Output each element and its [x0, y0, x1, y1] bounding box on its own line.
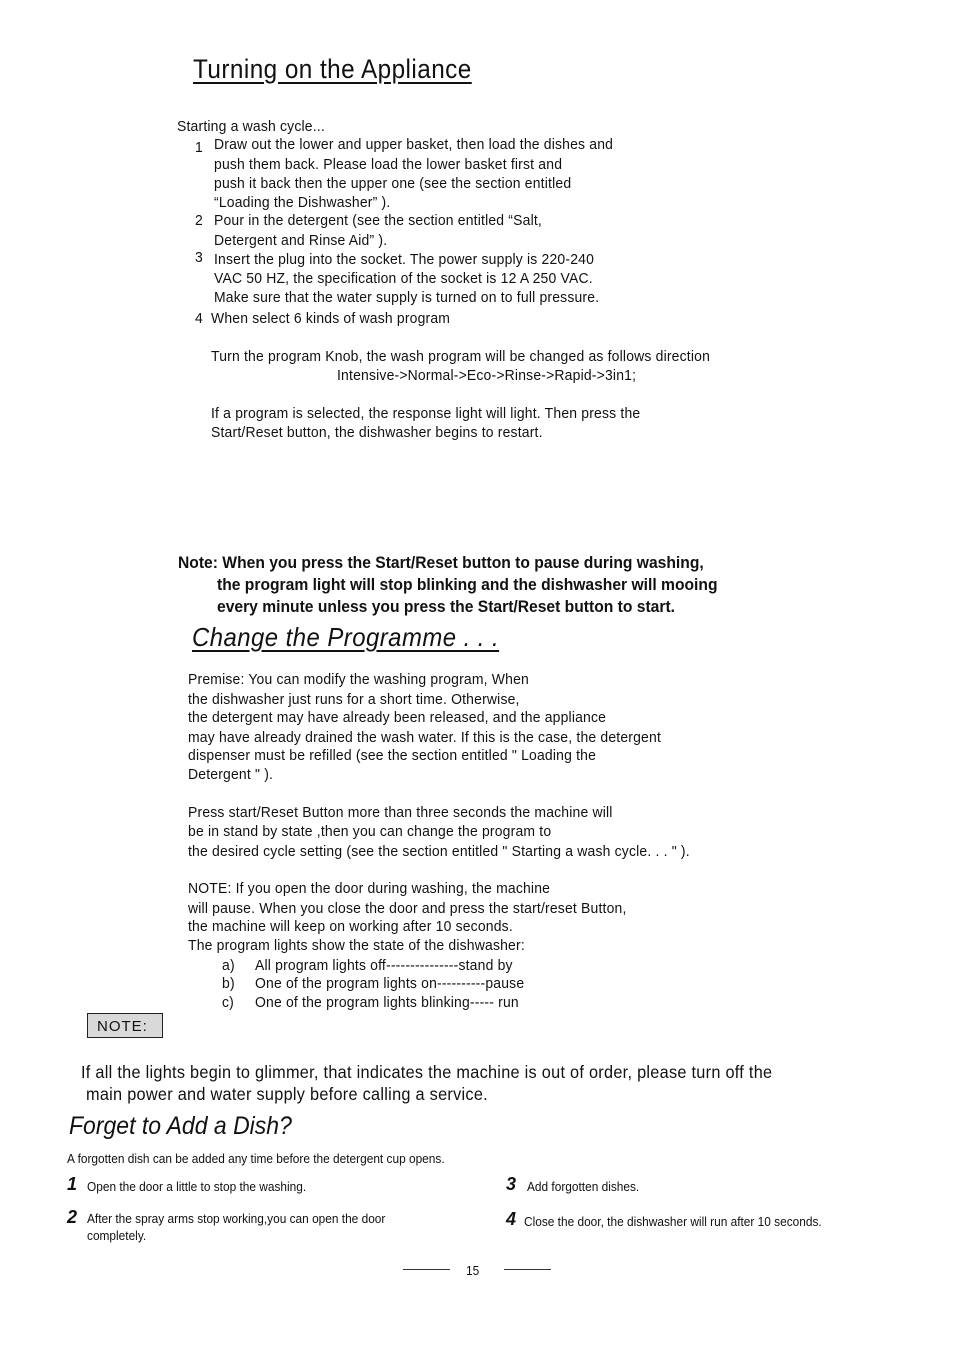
footer-rule-left: [403, 1269, 450, 1270]
step-number: 1: [195, 139, 203, 156]
step-line: push them back. Please load the lower basket first and: [214, 156, 563, 173]
press-line: be in stand by state ,then you can change the program to: [188, 823, 552, 840]
step-line: “Loading the Dishwasher” ).: [214, 194, 391, 211]
step-line: VAC 50 HZ, the specification of the socket is 12 A 250 VAC.: [214, 270, 593, 287]
press-line: the desired cycle setting (see the section entitled " Starting a wash cycle. . . " ).: [188, 843, 690, 860]
step-line: Draw out the lower and upper basket, then load the dishes and: [214, 136, 614, 153]
note-label-box: NOTE:: [87, 1013, 163, 1038]
note-bold-line: the program light will stop blinking and the dishwasher will mooing: [217, 575, 718, 594]
premise-line: the dishwasher just runs for a short time. Otherwise,: [188, 691, 520, 708]
step-number: 4: [195, 310, 203, 327]
door-line: The program lights show the state of the dishwasher:: [188, 937, 525, 954]
step-line: When select 6 kinds of wash program: [211, 310, 451, 327]
state-text: All program lights off---------------stand by: [255, 957, 513, 974]
premise-line: may have already drained the wash water. If this is the case, the detergent: [188, 729, 662, 746]
step-number-icon: 3: [506, 1174, 517, 1194]
state-text: One of the program lights on----------pause: [255, 975, 525, 992]
knob-text: Turn the program Knob, the wash program will be changed as follows direction: [211, 348, 711, 365]
premise-line: Detergent " ).: [188, 766, 274, 783]
step-number-icon: 2: [67, 1207, 78, 1227]
forget-step-line: After the spray arms stop working,you can open the door: [87, 1212, 386, 1226]
premise-line: the detergent may have already been released, and the appliance: [188, 709, 607, 726]
step-line: Detergent and Rinse Aid” ).: [214, 232, 388, 249]
state-label: a): [222, 957, 235, 974]
forget-step-line: Add forgotten dishes.: [527, 1180, 640, 1194]
premise-line: Premise: You can modify the washing program, When: [188, 671, 529, 688]
step-number: 3: [195, 249, 203, 266]
step-number: 2: [195, 212, 203, 229]
note-bold-line: every minute unless you press the Start/Reset button to start.: [217, 597, 676, 616]
step-number-icon: 4: [506, 1209, 517, 1229]
intro-text: Starting a wash cycle...: [177, 118, 325, 135]
forget-step-line: Open the door a little to stop the washing.: [87, 1180, 307, 1194]
step-line: Make sure that the water supply is turned on to full pressure.: [214, 289, 600, 306]
forget-intro: A forgotten dish can be added any time before the detergent cup opens.: [67, 1152, 445, 1166]
section-title-turning-on: Turning on the Appliance: [193, 54, 472, 84]
note-bold-line: Note: When you press the Start/Reset button to pause during washing,: [178, 553, 704, 572]
glimmer-line: If all the lights begin to glimmer, that indicates the machine is out of order, please turn off the: [81, 1062, 773, 1082]
section-title-forget-dish: Forget to Add a Dish?: [69, 1112, 292, 1140]
state-label: b): [222, 975, 235, 992]
select-line: Start/Reset button, the dishwasher begins to restart.: [211, 424, 543, 441]
page-number: 15: [466, 1264, 480, 1278]
step-line: push it back then the upper one (see the section entitled: [214, 175, 572, 192]
glimmer-line: main power and water supply before calling a service.: [86, 1084, 488, 1104]
step-line: Pour in the detergent (see the section entitled “Salt,: [214, 212, 542, 229]
premise-line: dispenser must be refilled (see the section entitled " Loading the: [188, 747, 597, 764]
step-line: Insert the plug into the socket. The power supply is 220-240: [214, 251, 595, 268]
door-line: the machine will keep on working after 10 seconds.: [188, 918, 513, 935]
select-line: If a program is selected, the response light will light. Then press the: [211, 405, 641, 422]
state-label: c): [222, 994, 235, 1011]
state-text: One of the program lights blinking----- run: [255, 994, 519, 1011]
footer-rule-right: [504, 1269, 551, 1270]
door-line: NOTE: If you open the door during washing, the machine: [188, 880, 551, 897]
forget-step-line: Close the door, the dishwasher will run after 10 seconds.: [524, 1215, 822, 1229]
door-line: will pause. When you close the door and press the start/reset Button,: [188, 900, 627, 917]
program-sequence: Intensive->Normal->Eco->Rinse->Rapid->3in1;: [337, 367, 637, 384]
step-number-icon: 1: [67, 1174, 78, 1194]
section-title-change-programme: Change the Programme . . .: [192, 622, 500, 652]
press-line: Press start/Reset Button more than three seconds the machine will: [188, 804, 613, 821]
forget-step-line: completely.: [87, 1229, 147, 1243]
